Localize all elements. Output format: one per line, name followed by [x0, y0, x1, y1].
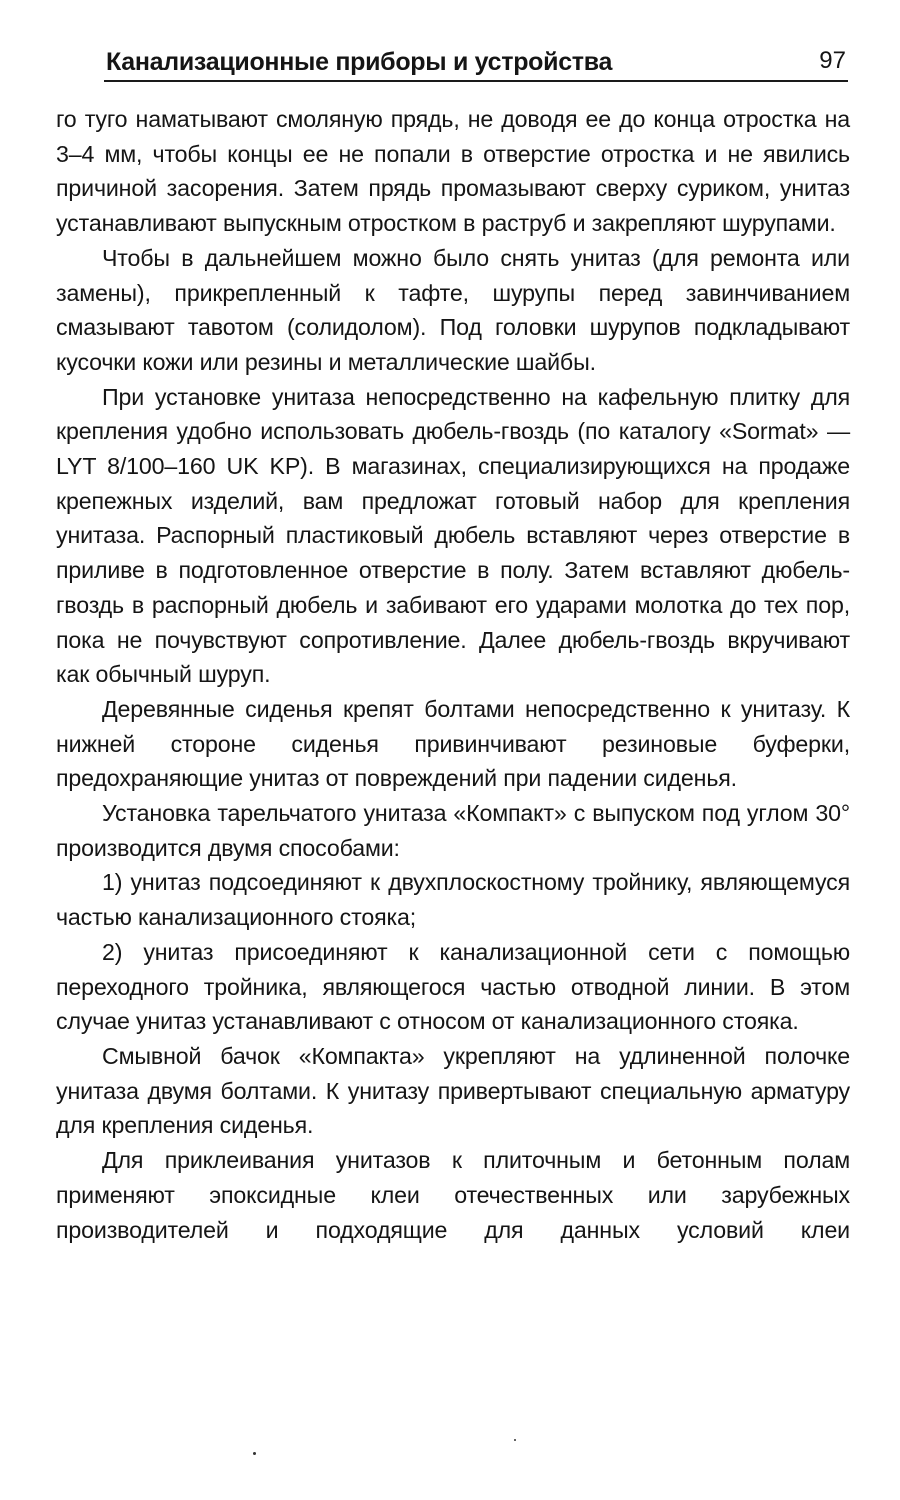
paragraph: Установка тарельчатого унитаза «Компакт» с выпуском под углом 30° производится двумя способами: — [56, 800, 850, 861]
paragraph: Для приклеивания унитазов к плиточным и бетонным полам применяют эпоксидные клеи отечественных или зарубежных производителей и подходящие для данных условий клеи — [56, 1147, 850, 1243]
running-title: Канализационные приборы и устройства — [106, 48, 613, 76]
paragraph: При установке унитаза непосредственно на кафельную плитку для крепления удобно использовать дюбель-гвоздь (по каталогу «Sormat» — LYT 8/100–160 UK KP). В магазинах, специализирующихся на продаже крепежных изделий, вам предложат готовый набор для крепления унитаза. Распорный пластиковый дюбель вставляют через отверстие в приливе в подготовленное отверстие в полу. Затем вставляют дюбель-гвоздь в распорный дюбель и забивают его ударами молотка до тех пор, пока не почувствуют сопротивление. Далее дюбель-гвоздь вкручивают как обычный шуруп. — [56, 383, 850, 688]
page-number: 97 — [819, 47, 846, 74]
paragraph-continued: го туго наматывают смоляную прядь, не доводя ее до конца отростка на 3–4 мм, чтобы концы ее не попали в отверстие отростка и не явились причиной засорения. Затем прядь промазывают сверху суриком, унитаз устанавливают выпускным отростком в раструб и закрепляют шурупами. — [56, 106, 850, 237]
paragraph: Деревянные сиденья крепят болтами непосредственно к унитазу. К нижней стороне сиденья привинчивают резиновые буферки, предохраняющие унитаз от повреждений при падении сиденья. — [56, 695, 850, 792]
paragraph: Смывной бачок «Компакта» укрепляют на удлиненной полочке унитаза двумя болтами. К унитазу привертывают специальную арматуру для крепления сиденья. — [56, 1042, 850, 1139]
running-header — [104, 40, 848, 82]
scan-speck — [514, 1439, 516, 1441]
paragraph: Чтобы в дальнейшем можно было снять унитаз (для ремонта или замены), прикрепленный к тафте, шурупы перед завинчиванием смазывают тавотом (солидолом). Под головки шурупов подкладывают кусочки кожи или резины и металлические шайбы. — [56, 244, 850, 375]
list-item: 1) унитаз подсоединяют к двухплоскостному тройнику, являющемуся частью канализационного стояка; — [56, 869, 850, 931]
list-item: 2) унитаз присоединяют к канализационной сети с помощью переходного тройника, являющегося частью отводной линии. В этом случае унитаз устанавливают с относом от канализационного стояка. — [56, 938, 850, 1035]
body-text — [56, 102, 850, 1247]
scan-speck — [253, 1452, 256, 1455]
